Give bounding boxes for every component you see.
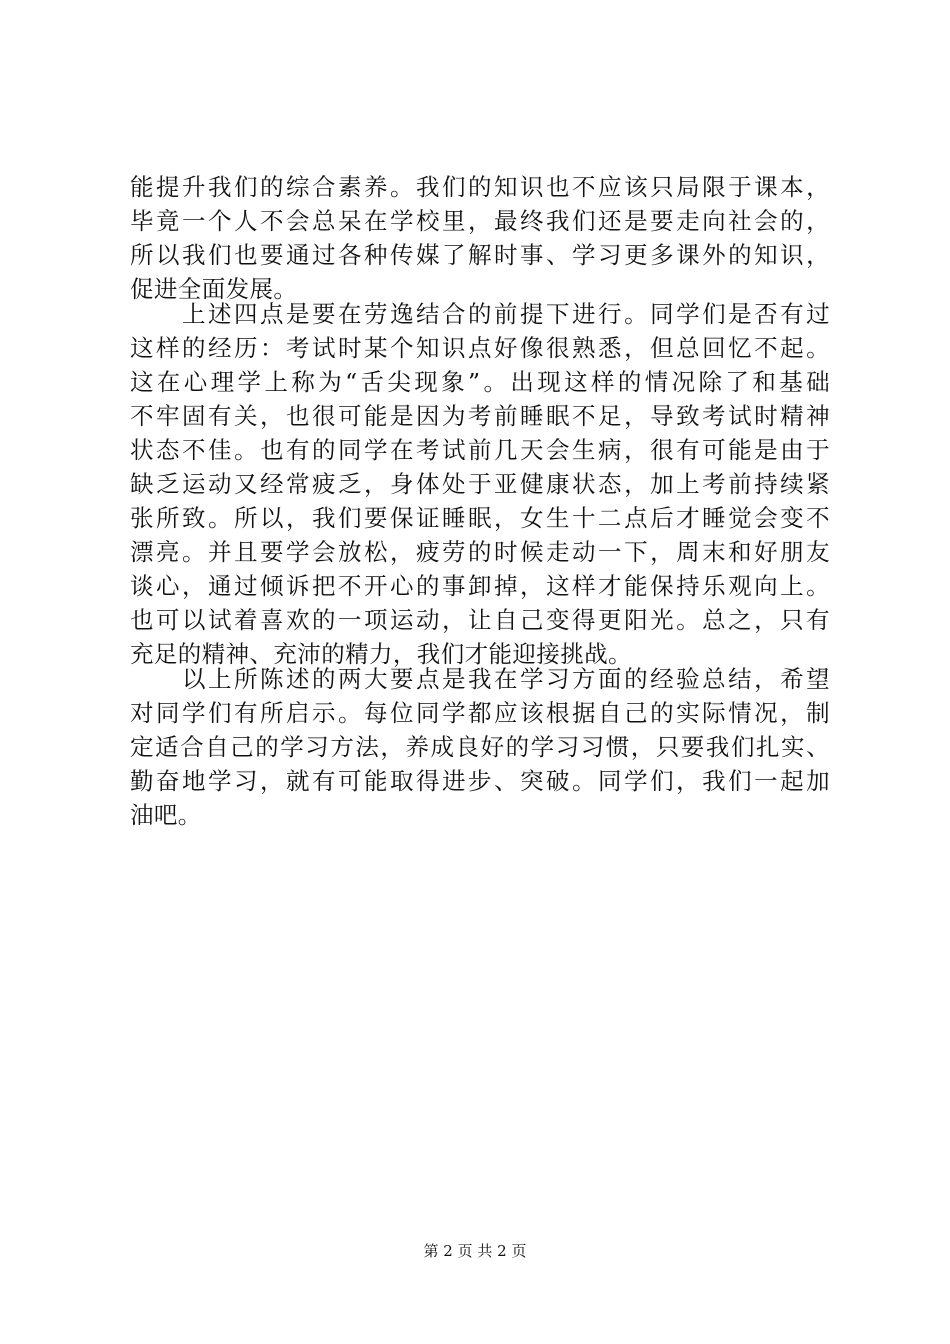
text-line: 谈心，通过倾诉把不开心的事卸掉，这样才能保持乐观向上。 [130,572,830,600]
text-line: 缺乏运动又经常疲乏，身体处于亚健康状态，加上考前持续紧 [130,470,830,498]
text-line: 促进全面发展。 [130,275,298,303]
text-line: 不牢固有关，也很可能是因为考前睡眠不足，导致考试时精神 [130,402,830,430]
text-line: 以上所陈述的两大要点是我在学习方面的经验总结，希望 [130,665,830,693]
text-line: 也可以试着喜欢的一项运动，让自己变得更阳光。总之，只有 [130,606,830,634]
text-line: 这样的经历：考试时某个知识点好像很熟悉，但总回忆不起。 [130,334,830,362]
text-line: 上述四点是要在劳逸结合的前提下进行。同学们是否有过 [130,300,830,328]
text-line: 定适合自己的学习方法，养成良好的学习习惯，只要我们扎实、 [130,733,830,761]
text-line: 这在心理学上称为“舌尖现象”。出现这样的情况除了和基础 [130,368,830,396]
text-line: 能提升我们的综合素养。我们的知识也不应该只局限于课本， [130,173,830,201]
text-line: 对同学们有所启示。每位同学都应该根据自己的实际情况，制 [130,699,830,727]
page-number-footer: 第 2 页 共 2 页 [423,1242,527,1260]
text-line: 张所致。所以，我们要保证睡眠，女生十二点后才睡觉会变不 [130,504,830,532]
text-line: 状态不佳。也有的同学在考试前几天会生病，很有可能是由于 [130,436,830,464]
text-line: 勤奋地学习，就有可能取得进步、突破。同学们，我们一起加 [130,767,830,795]
text-line: 所以我们也要通过各种传媒了解时事、学习更多课外的知识， [130,241,830,269]
text-line: 油吧。 [130,801,202,829]
text-line: 充足的精神、充沛的精力，我们才能迎接挑战。 [130,640,632,668]
text-line: 漂亮。并且要学会放松，疲劳的时候走动一下，周末和好朋友 [130,538,830,566]
text-line: 毕竟一个人不会总呆在学校里，最终我们还是要走向社会的， [130,207,830,235]
